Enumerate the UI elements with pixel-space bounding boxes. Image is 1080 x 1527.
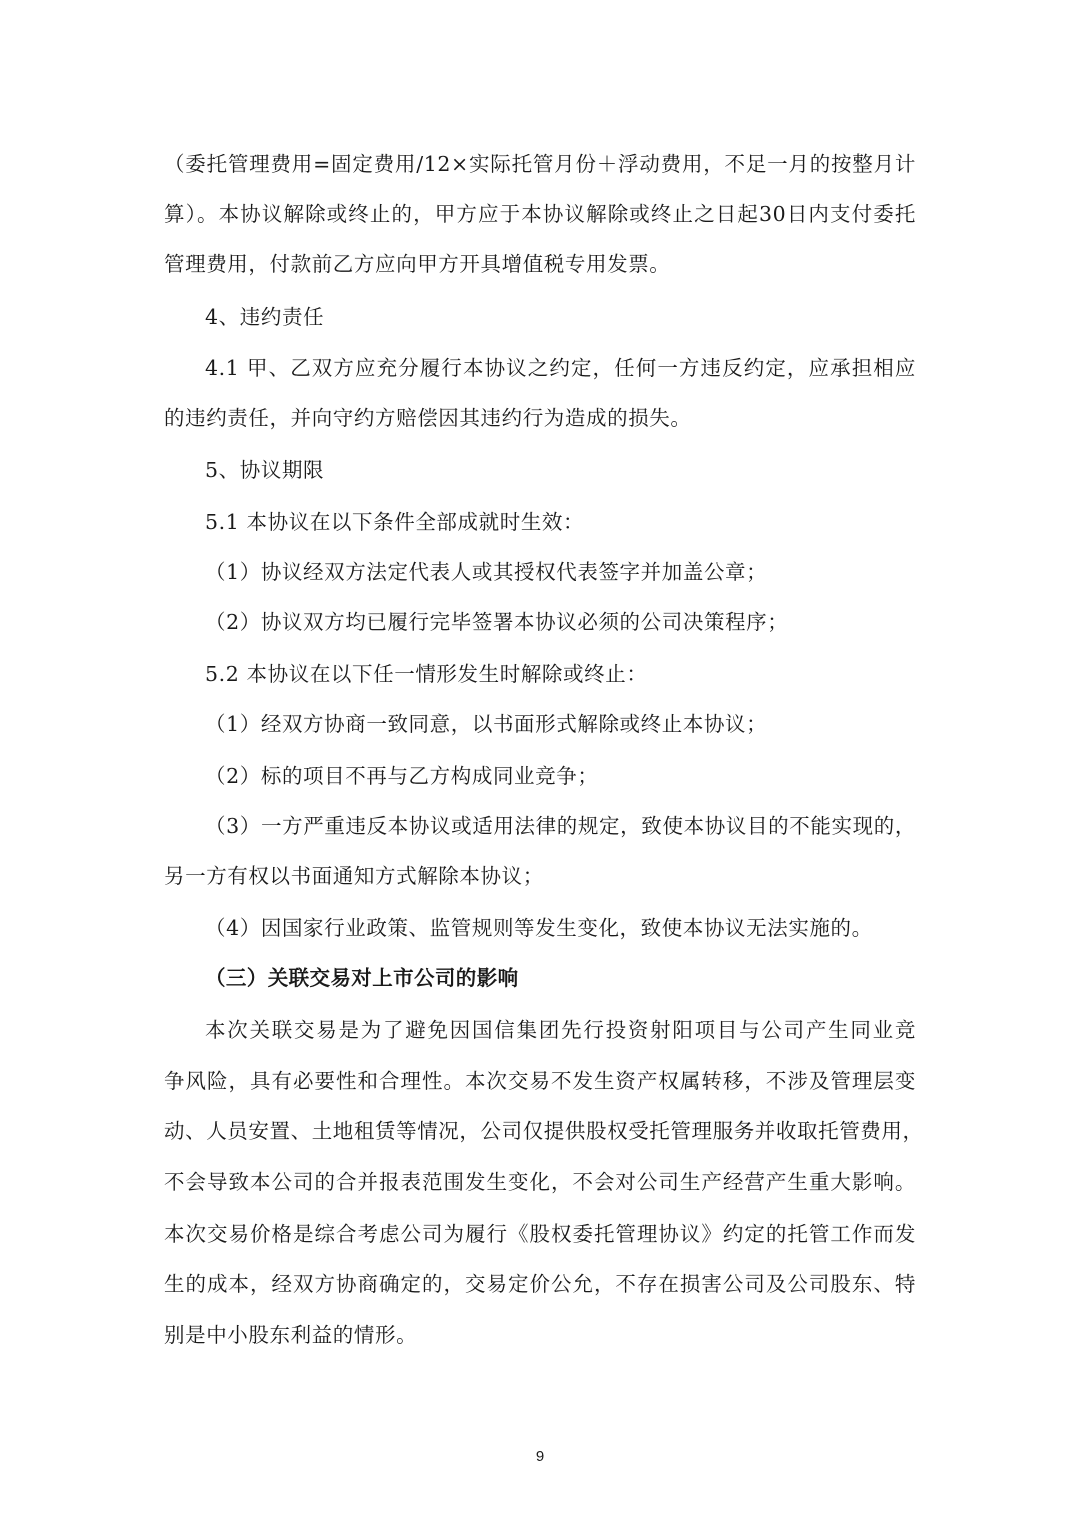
clause-item: （4）因国家行业政策、监管规则等发生变化，致使本协议无法实施的。 xyxy=(205,916,873,940)
clause-item: （2）协议双方均已履行完毕签署本协议必须的公司决策程序； xyxy=(205,610,789,634)
paragraph-line: 不会导致本公司的合并报表范围发生变化，不会对公司生产经营产生重大影响。 xyxy=(164,1170,916,1194)
paragraph-line: 管理费用，付款前乙方应向甲方开具增值税专用发票。 xyxy=(164,252,671,276)
section-heading-impact: （三）关联交易对上市公司的影响 xyxy=(205,966,519,990)
section-title-agreement-term: 5、协议期限 xyxy=(205,458,325,482)
clause-item: （2）标的项目不再与乙方构成同业竞争； xyxy=(205,764,599,788)
paragraph-line: 别是中小股东利益的情形。 xyxy=(164,1323,418,1347)
paragraph-line: 4.1 甲、乙双方应充分履行本协议之约定，任何一方违反约定，应承担相应 xyxy=(205,356,916,380)
paragraph-line: 本次交易价格是综合考虑公司为履行《股权委托管理协议》约定的托管工作而发 xyxy=(164,1222,916,1246)
clause-item-continued: 另一方有权以书面通知方式解除本协议； xyxy=(164,864,544,888)
paragraph-line: 生的成本，经双方协商确定的，交易定价公允，不存在损害公司及公司股东、特 xyxy=(164,1272,916,1296)
clause-item: （3）一方严重违反本协议或适用法律的规定，致使本协议目的不能实现的， xyxy=(205,814,916,838)
page-number: 9 xyxy=(535,1448,545,1465)
clause-line: 5.2 本协议在以下任一情形发生时解除或终止： xyxy=(205,662,648,686)
clause-line: 5.1 本协议在以下条件全部成就时生效： xyxy=(205,510,585,534)
paragraph-line: 本次关联交易是为了避免因国信集团先行投资射阳项目与公司产生同业竞 xyxy=(205,1018,916,1042)
paragraph-line: （委托管理费用=固定费用/12×实际托管月份＋浮动费用，不足一月的按整月计 xyxy=(164,152,916,176)
clause-item: （1）协议经双方法定代表人或其授权代表签字并加盖公章； xyxy=(205,560,768,584)
paragraph-line: 的违约责任，并向守约方赔偿因其违约行为造成的损失。 xyxy=(164,406,692,430)
section-title-breach-liability: 4、违约责任 xyxy=(205,305,325,329)
clause-item: （1）经双方协商一致同意，以书面形式解除或终止本协议； xyxy=(205,712,768,736)
paragraph-line: 算）。本协议解除或终止的，甲方应于本协议解除或终止之日起30日内支付委托 xyxy=(164,202,916,226)
paragraph-line: 争风险，具有必要性和合理性。本次交易不发生资产权属转移，不涉及管理层变 xyxy=(164,1069,916,1093)
paragraph-line: 动、人员安置、土地租赁等情况，公司仅提供股权受托管理服务并收取托管费用， xyxy=(164,1119,924,1143)
